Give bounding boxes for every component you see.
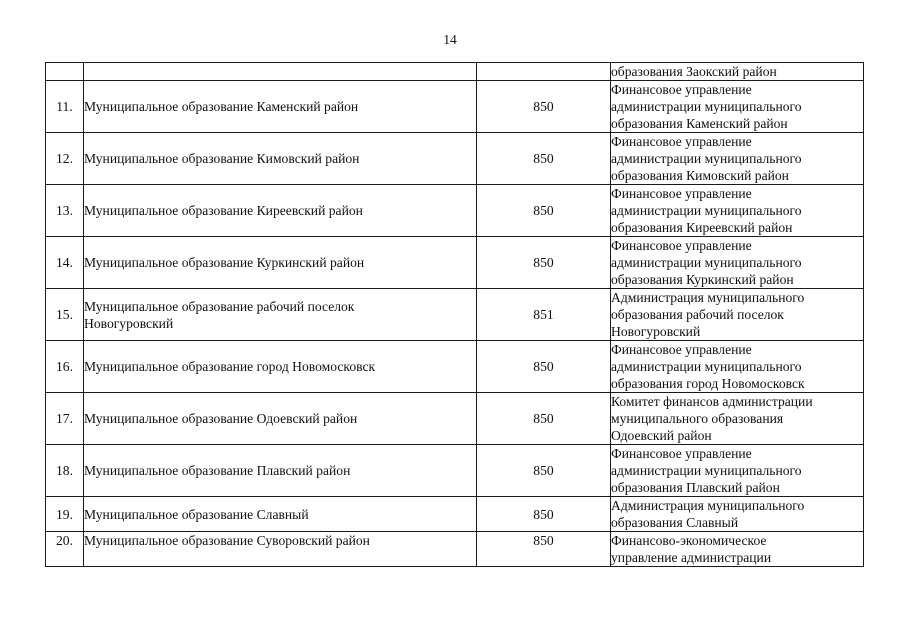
- administrator-line: Одоевский район: [611, 428, 712, 443]
- municipality-name-line: Муниципальное образование Каменский район: [84, 99, 359, 114]
- code-cell: 850: [477, 341, 611, 393]
- administrator-line: образования Куркинский район: [611, 272, 794, 287]
- administrator-cell: [611, 185, 864, 237]
- municipality-name-line: Новогуровский: [84, 315, 174, 331]
- administrator-line: образования Плавский район: [611, 480, 780, 495]
- administrator-line: администрации муниципального: [611, 463, 802, 478]
- row-number-cell: 14.: [46, 237, 84, 289]
- administrator-line: образования Киреевский район: [611, 220, 793, 235]
- code-cell: 850: [477, 393, 611, 445]
- administrator-line: образования рабочий поселок: [611, 307, 784, 322]
- administrator-line: управление администрации: [611, 550, 772, 565]
- administrator-line: Администрация муниципального: [611, 498, 805, 513]
- administrator-line: Финансовое управление: [611, 186, 752, 201]
- administrator-cell: [611, 81, 864, 133]
- municipality-name-cell: [84, 237, 477, 289]
- table-row: [46, 63, 864, 81]
- table-row: [46, 237, 864, 289]
- municipality-name-line: Муниципальное образование Киреевский район: [84, 203, 363, 218]
- row-number-cell: 15.: [46, 289, 84, 341]
- administrator-line: Финансовое управление: [611, 82, 752, 97]
- municipality-name-line: Муниципальное образование Суворовский район: [84, 533, 370, 548]
- administrator-line: Финансово-экономическое: [611, 533, 767, 548]
- code-cell: 851: [477, 289, 611, 341]
- municipality-name-cell: [84, 341, 477, 393]
- administrator-line: Администрация муниципального: [611, 290, 805, 305]
- municipality-name-line: Муниципальное образование Плавский район: [84, 463, 351, 478]
- municipality-name-line: Муниципальное образование Славный: [84, 506, 309, 522]
- administrator-line: администрации муниципального: [611, 359, 802, 374]
- table-body: [46, 63, 864, 567]
- administrator-line: администрации муниципального: [611, 255, 802, 270]
- administrator-cell: [611, 237, 864, 289]
- table-row: [46, 532, 864, 567]
- administrator-cell: [611, 445, 864, 497]
- municipality-name-line: Муниципальное образование Кимовский район: [84, 151, 360, 166]
- code-cell: 850: [477, 81, 611, 133]
- municipality-name-cell: [84, 445, 477, 497]
- table-row: [46, 393, 864, 445]
- code-cell: 850: [477, 532, 611, 567]
- table-row: [46, 185, 864, 237]
- administrator-cell: [611, 63, 864, 81]
- table-row: [46, 81, 864, 133]
- administrator-line: образования Славный: [611, 515, 739, 530]
- municipality-name-cell: [84, 289, 477, 341]
- municipality-name-cell: [84, 81, 477, 133]
- administrator-line: Финансовое управление: [611, 446, 752, 461]
- administrator-cell: [611, 393, 864, 445]
- municipality-name-cell: [84, 133, 477, 185]
- administrator-cell: [611, 497, 864, 532]
- code-cell: 850: [477, 185, 611, 237]
- code-cell: 850: [477, 237, 611, 289]
- row-number-cell: 17.: [46, 393, 84, 445]
- row-number-cell: 12.: [46, 133, 84, 185]
- code-cell: 850: [477, 497, 611, 532]
- row-number-cell: 16.: [46, 341, 84, 393]
- administrator-line: администрации муниципального: [611, 151, 802, 166]
- municipality-name-line: Муниципальное образование Одоевский район: [84, 411, 358, 426]
- row-number-cell: 18.: [46, 445, 84, 497]
- administrator-cell: [611, 289, 864, 341]
- row-number-cell: [46, 63, 84, 81]
- administrator-line: Комитет финансов администрации: [611, 394, 813, 409]
- administrator-cell: [611, 532, 864, 567]
- municipality-name-cell: [84, 63, 477, 81]
- administrator-line: администрации муниципального: [611, 203, 802, 218]
- administrator-line: образования город Новомосковск: [611, 376, 805, 391]
- page-number: 14: [443, 32, 457, 47]
- row-number-cell: 20.: [46, 532, 84, 567]
- municipality-name-cell: [84, 532, 477, 567]
- municipality-name-cell: [84, 497, 477, 532]
- administrator-line: Финансовое управление: [611, 238, 752, 253]
- municipality-name-line: Муниципальное образование город Новомосковск: [84, 359, 376, 374]
- administrator-line: Новогуровский: [611, 324, 701, 339]
- code-cell: 850: [477, 445, 611, 497]
- municipality-name-line: Муниципальное образование рабочий поселок: [84, 298, 355, 314]
- administrator-line: муниципального образования: [611, 411, 784, 426]
- table-row: [46, 289, 864, 341]
- row-number-cell: 11.: [46, 81, 84, 133]
- table-row: [46, 497, 864, 532]
- administrator-line: Финансовое управление: [611, 134, 752, 149]
- municipality-name-cell: [84, 393, 477, 445]
- administrator-cell: [611, 133, 864, 185]
- code-cell: [477, 63, 611, 81]
- row-number-cell: 19.: [46, 497, 84, 532]
- administrator-line: образования Заокский район: [611, 64, 777, 79]
- table-row: [46, 445, 864, 497]
- municipality-name-cell: [84, 185, 477, 237]
- administrator-line: Финансовое управление: [611, 342, 752, 357]
- municipality-name-line: Муниципальное образование Куркинский район: [84, 255, 365, 270]
- administrator-line: образования Кимовский район: [611, 168, 789, 183]
- administrator-cell: [611, 341, 864, 393]
- administrator-line: образования Каменский район: [611, 116, 788, 131]
- table-row: [46, 133, 864, 185]
- municipal-table: [45, 62, 864, 567]
- administrator-line: администрации муниципального: [611, 99, 802, 114]
- table-row: [46, 341, 864, 393]
- code-cell: 850: [477, 133, 611, 185]
- row-number-cell: 13.: [46, 185, 84, 237]
